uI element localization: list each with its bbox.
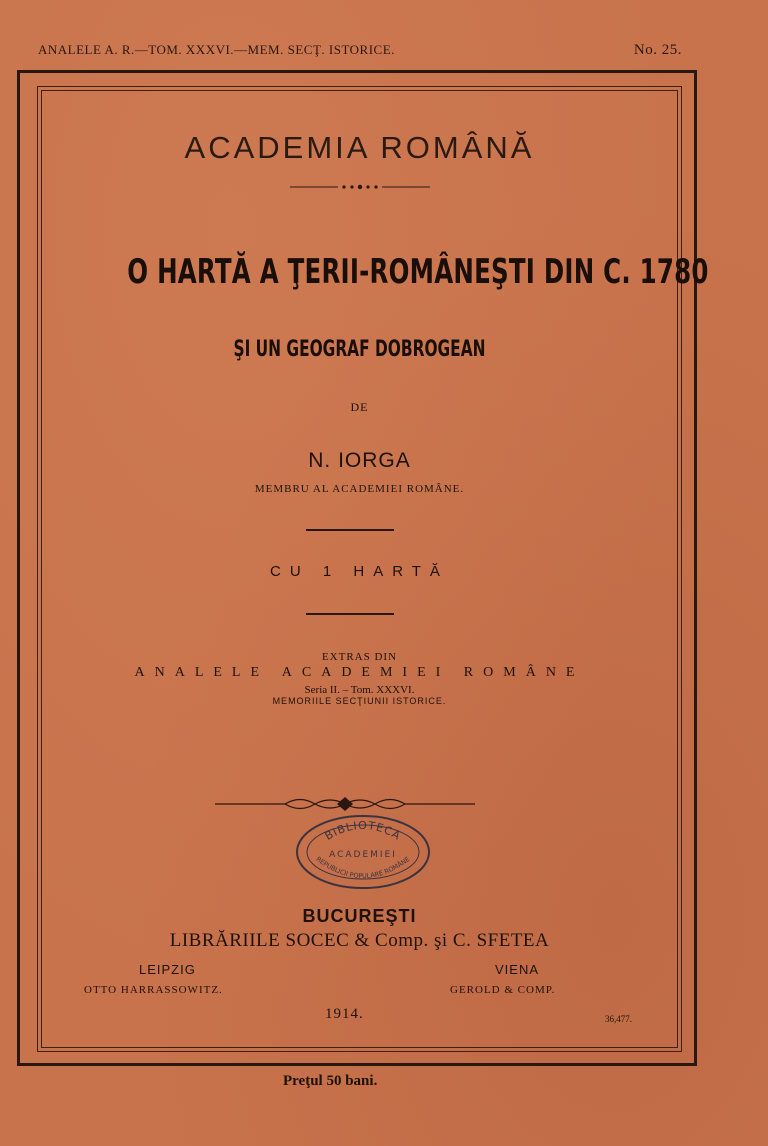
imprint-city: BUCUREŞTI bbox=[302, 906, 417, 926]
map-count: CU 1 HARTĂ bbox=[270, 563, 449, 580]
imprint-city-right: VIENA bbox=[495, 962, 540, 977]
divider-rule bbox=[306, 529, 394, 531]
imprint-publisher-left: OTTO HARRASSOWITZ. bbox=[84, 984, 223, 996]
imprint-publisher-right: GEROLD & COMP. bbox=[450, 984, 556, 996]
svg-text:ACADEMIEI: ACADEMIEI bbox=[329, 850, 397, 860]
institution-heading: ACADEMIA ROMÂNĂ bbox=[184, 130, 535, 165]
imprint-publishers: LIBRĂRIILE SOCEC & Comp. şi C. SFETEA bbox=[169, 930, 550, 951]
print-code: 36,477. bbox=[605, 1014, 632, 1024]
book-title: O HARTĂ A ŢERII-ROMÂNEŞTI DIN C. 1780 bbox=[127, 252, 709, 292]
book-subtitle: ŞI UN GEOGRAF DOBROGEAN bbox=[233, 337, 486, 362]
author-name: N. IORGA bbox=[308, 449, 411, 472]
publication-year: 1914. bbox=[325, 1006, 364, 1022]
imprint-city-left: LEIPZIG bbox=[139, 962, 196, 977]
small-ornament-divider bbox=[37, 180, 682, 194]
price-label: Preţul 50 bani. bbox=[283, 1073, 378, 1089]
journal-name: ANALELE ACADEMIEI ROMÂNE bbox=[134, 665, 585, 680]
svg-text:REPUBLICII POPULARE ROMÂNE: REPUBLICII POPULARE ROMÂNE bbox=[314, 855, 412, 881]
library-stamp bbox=[293, 812, 433, 897]
divider-rule bbox=[306, 613, 394, 615]
author-role: MEMBRU AL ACADEMIEI ROMÂNE. bbox=[254, 483, 465, 495]
by-label: DE bbox=[350, 400, 369, 414]
issue-number: No. 25. bbox=[633, 42, 682, 58]
section-name: MEMORIILE SECŢIUNII ISTORICE. bbox=[272, 696, 447, 706]
series-line: ANALELE A. R.—TOM. XXXVI.—MEM. SECŢ. ISTORICE. bbox=[38, 42, 395, 57]
series-info: Seria II. – Tom. XXXVI. bbox=[304, 684, 415, 696]
svg-text:BIBLIOTECA: BIBLIOTECA bbox=[322, 818, 404, 843]
extract-label: EXTRAS DIN bbox=[321, 651, 398, 663]
